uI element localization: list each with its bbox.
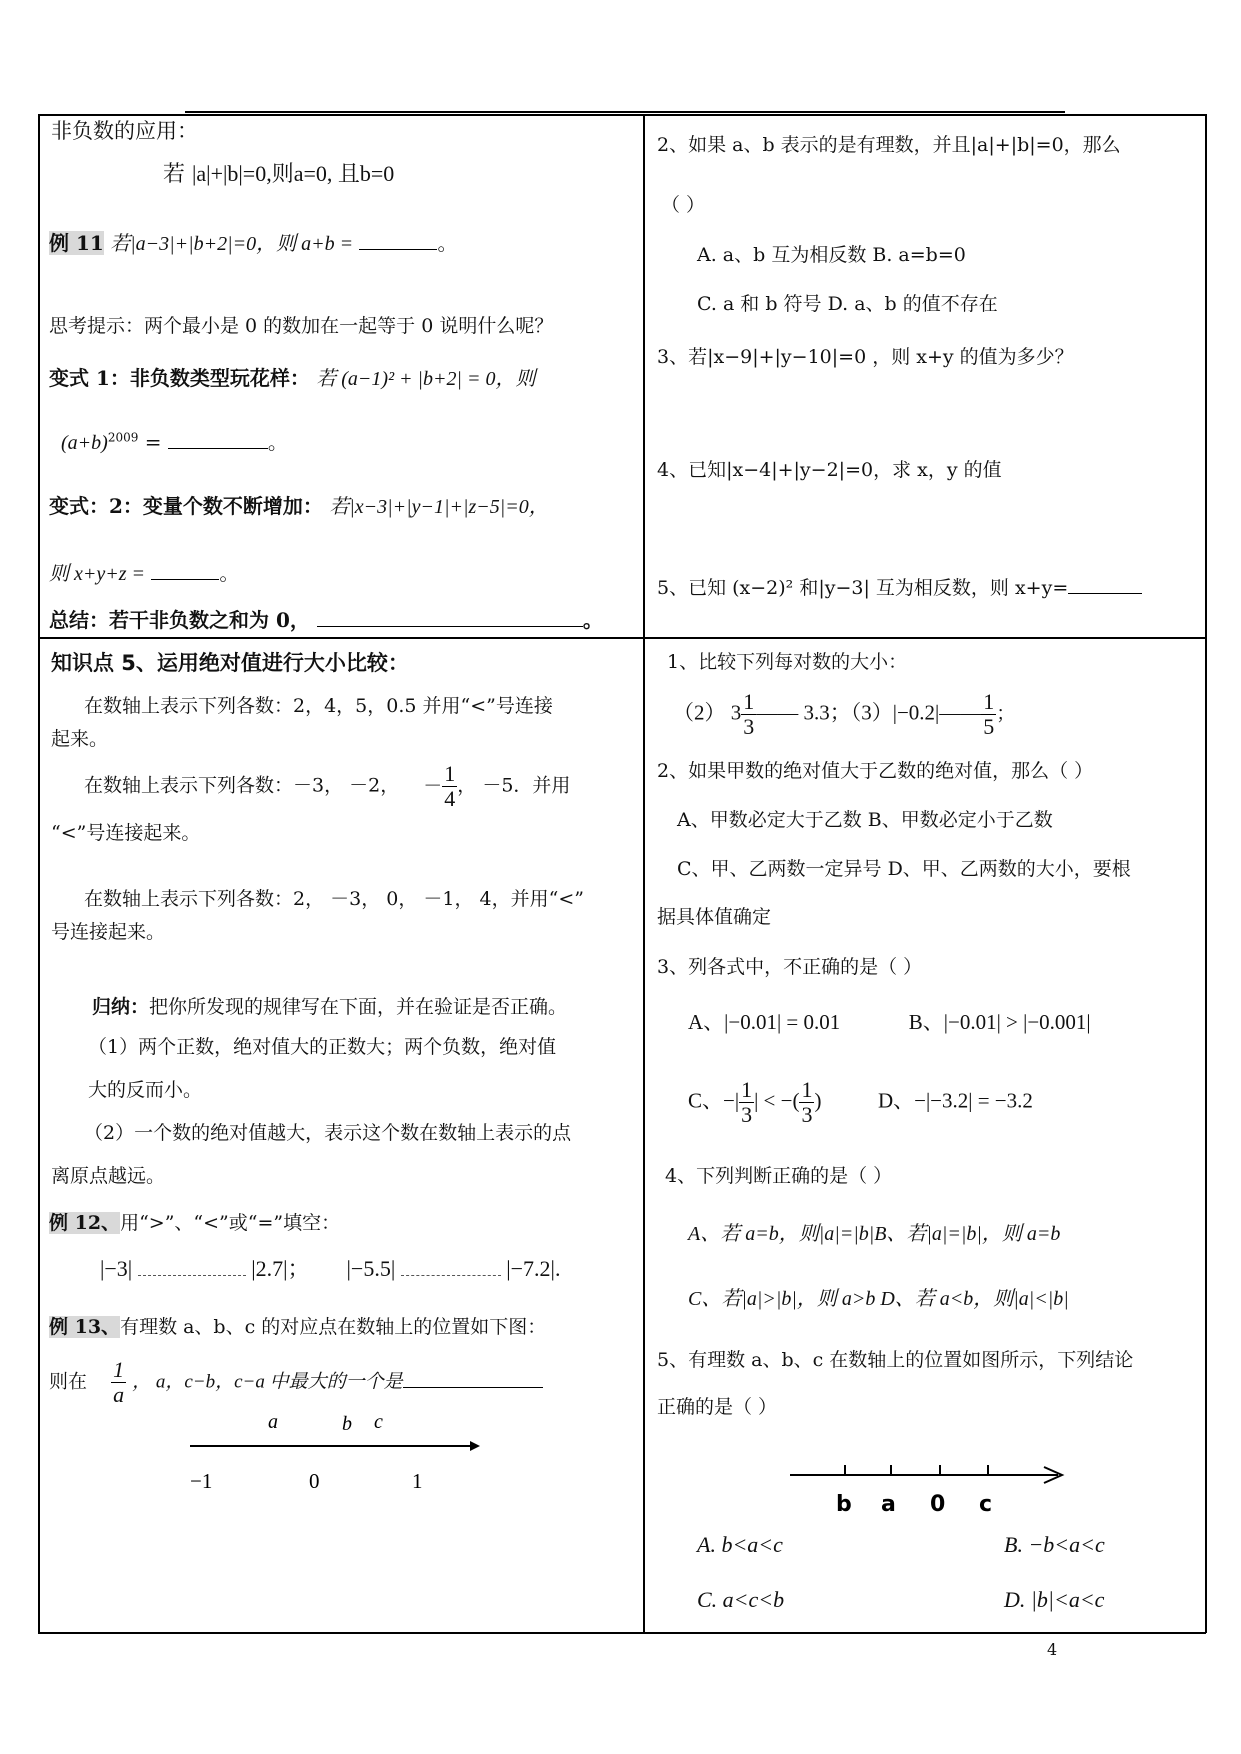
- example-13-prefix: 则在: [49, 1370, 88, 1393]
- axis-tick-0: 0: [309, 1469, 320, 1493]
- fraction-denominator: 5: [983, 714, 995, 740]
- answer-blank[interactable]: [317, 626, 583, 627]
- period: 。: [437, 231, 458, 255]
- fraction-denominator: 3: [741, 1102, 753, 1128]
- axis-tick-neg-1: −1: [190, 1469, 213, 1493]
- fraction-numerator: 1: [444, 761, 456, 786]
- fraction-numerator: 1: [801, 1077, 813, 1102]
- example-11-text: 若|a−3|+|b+2|=0，则 a+b =: [110, 233, 354, 255]
- axis-label-c: c: [979, 1492, 993, 1517]
- fraction-one-over-a: [111, 1358, 126, 1407]
- bl-paragraph-2-tail: ， －5．并用: [457, 774, 571, 797]
- tr-question-3: 3、若|x−9|+|y−10|=0 ，则 x+y 的值为多少？: [657, 346, 1074, 368]
- fraction-denominator: 3: [801, 1102, 813, 1128]
- variant-1-text: 若 (a−1)² + |b+2| = 0，则: [316, 368, 536, 390]
- nonnegative-rule: [163, 161, 394, 188]
- br-question-5b: 正确的是（ ）: [657, 1396, 778, 1418]
- answer-blank[interactable]: [151, 579, 219, 580]
- variant-2-label: 变式：2：变量个数不断增加：: [49, 494, 323, 518]
- example-11: [49, 231, 457, 256]
- bl-paragraph-2c: “<”号连接起来。: [51, 822, 201, 844]
- br-question-1: 1、比较下列每对数的大小：: [667, 651, 908, 673]
- br-question-2-cd: C、甲、乙两数一定异号 D、甲、乙两数的大小，要根: [677, 858, 1131, 880]
- br-question-2-cd2: 据具体值确定: [657, 906, 772, 928]
- option-b: B、|−0.01| > |−0.001|: [908, 1010, 1091, 1034]
- tr-question-2-paren: （ ）: [661, 194, 706, 216]
- example-11-label: 例 11: [49, 231, 104, 255]
- fraction-numerator: 1: [741, 1077, 753, 1102]
- example-12-fill: [100, 1256, 560, 1282]
- thinking-hint: 思考提示：两个最小是 0 的数加在一起等于 0 说明什么呢？: [49, 315, 554, 337]
- fraction-one-third: [741, 690, 756, 739]
- axis-label-c: c: [374, 1411, 383, 1433]
- summary: [49, 608, 603, 632]
- bl-paragraph-2: [84, 762, 570, 811]
- period: 。: [582, 608, 603, 632]
- fraction-denominator: a: [113, 1382, 125, 1408]
- fraction-one-third: [799, 1078, 814, 1127]
- variant-1-expression: (a+b): [61, 432, 108, 454]
- example-13: [49, 1316, 546, 1339]
- fraction-one-fifth: [981, 690, 996, 739]
- axis-label-0: 0: [930, 1492, 946, 1517]
- fraction-denominator: 4: [444, 786, 456, 812]
- variant-1-exponent: 2009: [107, 430, 139, 445]
- example-12-text: 用“>”、“<”或“=”填空：: [120, 1212, 341, 1234]
- axis-tick-1: 1: [412, 1469, 423, 1493]
- axis-label-b: b: [342, 1413, 352, 1435]
- axis-label-a: a: [268, 1411, 278, 1433]
- variant-1-equals: =: [144, 430, 162, 454]
- minus-sign: －: [423, 774, 443, 797]
- rule-1b: 大的反而小。: [88, 1079, 203, 1101]
- fill-blank[interactable]: [138, 1275, 246, 1276]
- abs-neg-3: |−3|: [100, 1256, 133, 1281]
- br-question-3-ab: [688, 1010, 1091, 1035]
- induction-text: 把你所发现的规律写在下面，并在验证是否正确。: [149, 996, 568, 1018]
- axis-arrow-icon: [470, 1441, 480, 1451]
- rule-2b: 离原点越远。: [51, 1165, 166, 1187]
- example-13-expressions: ， a，c−b，c−a 中最大的一个是: [132, 1371, 403, 1393]
- section-title-nonnegative: 非负数的应用：: [51, 119, 198, 143]
- br-question-1-parts: [673, 690, 1015, 739]
- br-question-2-ab: A、甲数必定大于乙数 B、甲数必定小于乙数: [677, 809, 1053, 831]
- fraction-one-third: [739, 1078, 754, 1127]
- option-c-end: ): [814, 1088, 822, 1113]
- fraction-numerator: 1: [113, 1357, 125, 1382]
- variant-2-answer: [49, 561, 239, 586]
- option-c-mid: | < −(: [754, 1088, 800, 1113]
- tr-question-4: 4、已知|x−4|+|y−2|=0，求 x，y 的值: [657, 459, 1002, 481]
- abs-2-7: |2.7|；: [251, 1256, 310, 1281]
- variant-2: [49, 494, 549, 519]
- page-number: 4: [1047, 1640, 1058, 1659]
- induction-label: 归纳：: [92, 996, 150, 1018]
- period: 。: [219, 561, 240, 585]
- fraction-one-quarter: [442, 762, 457, 811]
- tr-question-2: 2、如果 a、b 表示的是有理数，并且|a|+|b|=0，那么: [657, 134, 1121, 156]
- table-mid-border: [38, 637, 1206, 639]
- tr-question-2-options-cd: C. a 和 b 符号 D. a、b 的值不存在: [697, 293, 998, 315]
- table-right-border: [1205, 114, 1207, 1633]
- rule-2: （2）一个数的绝对值越大，表示这个数在数轴上表示的点: [84, 1122, 572, 1144]
- example-12: [49, 1212, 340, 1235]
- option-b[interactable]: B. −b<a<c: [1004, 1532, 1105, 1557]
- answer-blank[interactable]: [359, 249, 437, 250]
- br-question-3: 3、列各式中，不正确的是（ ）: [657, 956, 923, 978]
- abs-neg-7-2: |−7.2|.: [506, 1256, 561, 1281]
- tr-question-5: [657, 577, 1142, 600]
- answer-blank[interactable]: [403, 1387, 543, 1388]
- option-c-prefix: C、−|: [688, 1088, 740, 1113]
- variant-2-text: 若|x−3|+|y−1|+|z−5|=0，: [329, 496, 549, 518]
- abs-neg-5-5: |−5.5|: [346, 1256, 396, 1281]
- axis-label-a: a: [881, 1492, 896, 1517]
- bl-paragraph-3b: 号连接起来。: [51, 921, 166, 943]
- period: 。: [267, 430, 288, 454]
- variant-2-expression: 则 x+y+z =: [49, 563, 146, 585]
- tr-question-5-text: 5、已知 (x−2)² 和|y−3| 互为相反数，则 x+y=: [657, 577, 1069, 599]
- rule-1: （1）两个正数，绝对值大的正数大；两个负数，绝对值: [88, 1036, 557, 1058]
- answer-blank[interactable]: [168, 448, 268, 449]
- fill-blank[interactable]: [401, 1275, 501, 1276]
- br-question-4: 4、下列判断正确的是（ ）: [665, 1165, 893, 1187]
- variant-1: [49, 366, 536, 391]
- example-13-label: 例 13、: [49, 1316, 121, 1338]
- semicolon: ；: [996, 702, 1016, 725]
- option-d[interactable]: D. |b|<a<c: [1004, 1587, 1105, 1612]
- number-line-question-5: [780, 1455, 1080, 1535]
- top-rule: [185, 111, 1065, 113]
- bl-paragraph-1b: 起来。: [51, 728, 109, 750]
- example-12-label: 例 12、: [49, 1212, 121, 1234]
- rule-prefix: 若: [163, 162, 186, 187]
- br-question-2: 2、如果甲数的绝对值大于乙数的绝对值，那么（ ）: [657, 760, 1094, 782]
- example-13-text: 有理数 a、b、c 的对应点在数轴上的位置如下图：: [120, 1316, 547, 1338]
- axis-label-b: b: [836, 1492, 852, 1517]
- bl-paragraph-2-text: 在数轴上表示下列各数：－3， －2，: [84, 774, 400, 797]
- br-question-5: 5、有理数 a、b、c 在数轴上的位置如图所示，下列结论: [657, 1349, 1134, 1371]
- option-d: D、−|−3.2| = −3.2: [877, 1088, 1033, 1113]
- table-top-border: [38, 114, 1206, 116]
- option-a[interactable]: A. b<a<c: [697, 1532, 783, 1557]
- variant-1-label: 变式 1：非负数类型玩花样：: [49, 366, 310, 390]
- induction: [92, 996, 567, 1019]
- knowledge-point-5-title: 知识点 5、运用绝对值进行大小比较：: [51, 651, 409, 675]
- bl-paragraph-1: 在数轴上表示下列各数：2，4，5，0.5 并用“<”号连接: [84, 695, 553, 717]
- br-question-3-cd: [688, 1078, 1033, 1127]
- number-line-example-13: [180, 1400, 500, 1500]
- br-question-1-mid: —— 3.3；（3）|−0.2|——: [756, 700, 982, 725]
- option-c[interactable]: C. a<c<b: [697, 1587, 785, 1612]
- fraction-numerator: 1: [743, 689, 755, 714]
- bl-paragraph-3: 在数轴上表示下列各数：2， －3， 0， －1， 4，并用“<”: [84, 888, 584, 910]
- fraction-numerator: 1: [983, 689, 995, 714]
- fraction-denominator: 3: [743, 714, 755, 740]
- rule-math: |a|+|b|=0,则a=0, 且b=0: [192, 161, 395, 186]
- table-center-border: [643, 114, 645, 1633]
- tr-question-2-options-ab: A. a、b 互为相反数 B. a=b=0: [697, 244, 966, 266]
- summary-text: 总结：若干非负数之和为 0，: [49, 608, 310, 632]
- option-a: A、|−0.01| = 0.01: [688, 1010, 841, 1034]
- br-question-4-cd: C、若|a|>|b|，则 a>b D、若 a<b，则|a|<|b|: [688, 1288, 1069, 1310]
- br-question-4-ab: A、若 a=b，则|a|=|b|B、若|a|=|b|，则 a=b: [688, 1223, 1061, 1245]
- variant-1-answer: [61, 430, 288, 455]
- answer-blank[interactable]: [1068, 593, 1142, 594]
- table-bottom-border: [38, 1632, 1206, 1634]
- mixed-number-whole: （2） 3: [673, 700, 742, 725]
- table-left-border: [38, 114, 40, 1633]
